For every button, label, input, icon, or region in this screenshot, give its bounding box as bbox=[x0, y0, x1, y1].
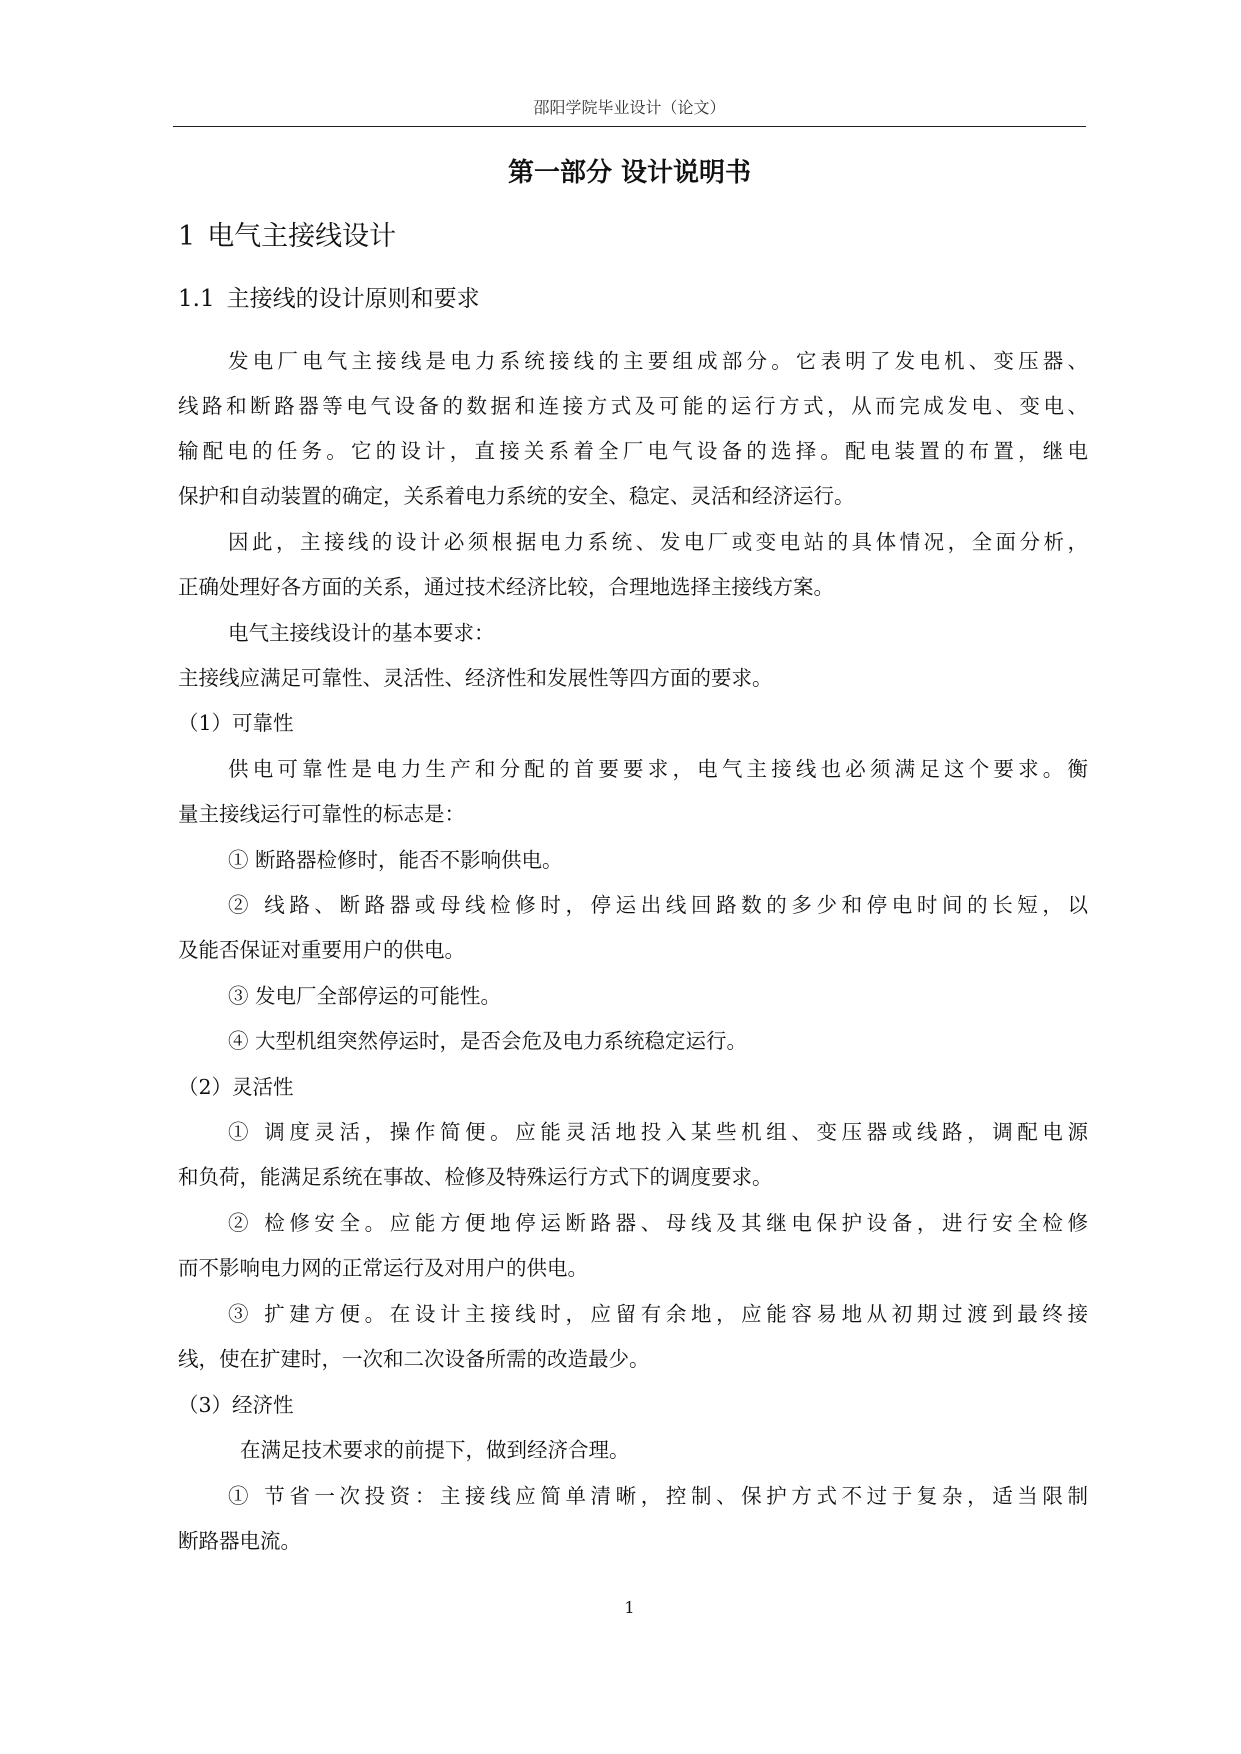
section-number: 1 bbox=[178, 221, 196, 252]
subsection-number: 1.1 bbox=[178, 286, 215, 312]
list-item: ③ 扩建方便。在设计主接线时，应留有余地，应能容易地从初期过渡到最终接 bbox=[228, 1302, 1088, 1326]
list-item: ② 线路、断路器或母线检修时，停运出线回路数的多少和停电时间的长短，以 bbox=[228, 893, 1088, 917]
list-item-continuation: 线，使在扩建时，一次和二次设备所需的改造最少。 bbox=[178, 1347, 650, 1371]
paragraph-line: 保护和自动装置的确定，关系着电力系统的安全、稳定、灵活和经济运行。 bbox=[178, 484, 855, 508]
section-heading bbox=[178, 219, 396, 255]
list-item: ① 调度灵活，操作简便。应能灵活地投入某些机组、变压器或线路，调配电源 bbox=[228, 1120, 1088, 1144]
paragraph-line: 电气主接线设计的基本要求： bbox=[228, 621, 495, 645]
paragraph-line: 发电厂电气主接线是电力系统接线的主要组成部分。它表明了发电机、变压器、 bbox=[228, 349, 1088, 373]
subsection-title: 主接线的设计原则和要求 bbox=[226, 286, 480, 312]
list-item: ④ 大型机组突然停运时，是否会危及电力系统稳定运行。 bbox=[228, 1029, 748, 1053]
list-item: ① 断路器检修时，能否不影响供电。 bbox=[228, 848, 563, 872]
subsection-heading bbox=[178, 283, 480, 315]
list-item: ③ 发电厂全部停运的可能性。 bbox=[228, 984, 502, 1008]
paragraph-line: 主接线应满足可靠性、灵活性、经济性和发展性等四方面的要求。 bbox=[178, 666, 773, 690]
section-title: 电气主接线设计 bbox=[207, 221, 397, 252]
list-item: ① 节省一次投资：主接线应简单清晰，控制、保护方式不过于复杂，适当限制 bbox=[228, 1484, 1088, 1508]
requirement-label: （3）经济性 bbox=[178, 1393, 294, 1417]
requirement-label: （1）可靠性 bbox=[178, 711, 294, 735]
paragraph-line: 正确处理好各方面的关系，通过技术经济比较，合理地选择主接线方案。 bbox=[178, 575, 834, 599]
list-item-continuation: 和负荷，能满足系统在事故、检修及特殊运行方式下的调度要求。 bbox=[178, 1165, 773, 1189]
paragraph-line: 线路和断路器等电气设备的数据和连接方式及可能的运行方式，从而完成发电、变电、 bbox=[178, 394, 1088, 418]
paragraph-line: 供电可靠性是电力生产和分配的首要要求，电气主接线也必须满足这个要求。衡 bbox=[228, 757, 1088, 781]
page-number: 1 bbox=[624, 1598, 635, 1617]
paragraph-line: 在满足技术要求的前提下，做到经济合理。 bbox=[240, 1438, 630, 1462]
list-item-continuation: 及能否保证对重要用户的供电。 bbox=[178, 938, 465, 962]
list-item-continuation: 断路器电流。 bbox=[178, 1529, 301, 1553]
paragraph-line: 因此，主接线的设计必须根据电力系统、发电厂或变电站的具体情况，全面分析， bbox=[228, 530, 1088, 554]
list-item-continuation: 而不影响电力网的正常运行及对用户的供电。 bbox=[178, 1256, 588, 1280]
paragraph-line: 量主接线运行可靠性的标志是： bbox=[178, 802, 465, 826]
list-item: ② 检修安全。应能方便地停运断路器、母线及其继电保护设备，进行安全检修 bbox=[228, 1211, 1088, 1235]
running-header: 邵阳学院毕业设计（论文） bbox=[173, 98, 1086, 127]
paragraph-line: 输配电的任务。它的设计，直接关系着全厂电气设备的选择。配电装置的布置，继电 bbox=[178, 439, 1088, 463]
requirement-label: （2）灵活性 bbox=[178, 1075, 294, 1099]
page-title: 第一部分 设计说明书 bbox=[507, 158, 752, 188]
